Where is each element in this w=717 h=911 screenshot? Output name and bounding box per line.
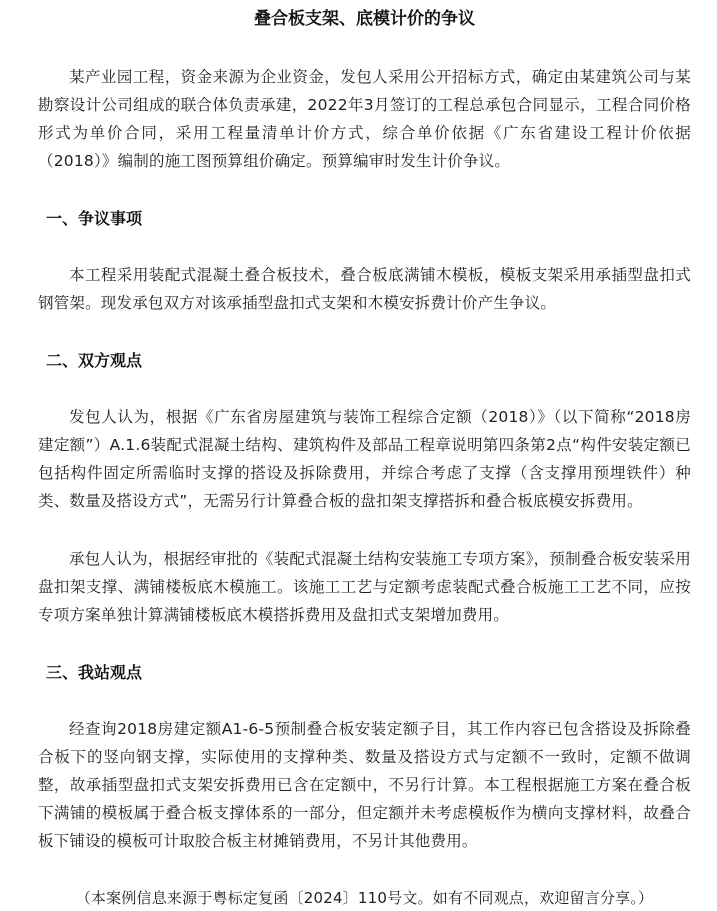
spacer [38,629,691,659]
spacer [38,515,691,545]
source-note: （本案例信息来源于粤标定复函〔2024〕110号文。如有不同观点，欢迎留言分享。） [75,889,654,907]
spacer [38,855,691,885]
section-heading-station-view: 三、我站观点 [46,663,143,682]
station-view-paragraph: 经查询2018房建定额A1-6-5预制叠合板安装定额子目，其工作内容已包含搭设及拆除叠合板下的竖向钢支撑，实际使用的支撑种类、数量及搭设方式与定额不一致时，定额不做调整，故承插型盘扣式支架安拆费用已含在定额中，不另行计算。本工程根据施工方案在叠合板下满铺的模板属于叠合板支撑体系的一部分，但定额并未考虑模板作为横向支撑材料，故叠合板下铺设的模板可计取胶合板主材摊销费用，不另计其他费用。 [38,720,691,850]
spacer [38,375,691,403]
spacer [38,233,691,261]
employer-view-paragraph: 发包人认为，根据《广东省房屋建筑与装饰工程综合定额（2018）》（以下简称“2018房建定额”）A.1.6装配式混凝土结构、建筑构件及部品工程章说明第四条第2点“构件安装定额已包括构件固定所需临时支撑的搭设及拆除费用，并综合考虑了支撑（含支撑用预埋铁件）种类、数量及搭设方式”，无需另行计算叠合板的盘扣架支撑搭拆和叠合板底模安拆费用。 [38,408,691,510]
dispute-paragraph: 本工程采用装配式混凝土叠合板技术，叠合板底满铺木模板，模板支架采用承插型盘扣式钢管架。现发承包双方对该承插型盘扣式支架和木模安拆费计价产生争议。 [38,266,691,312]
spacer [38,38,691,63]
article-title: 叠合板支架、底模计价的争议 [254,9,475,29]
spacer [38,175,691,205]
contractor-view-paragraph: 承包人认为，根据经审批的《装配式混凝土结构安装施工专项方案》，预制叠合板安装采用盘扣架支撑、满铺楼板底木模施工。该施工工艺与定额考虑装配式叠合板施工工艺不同，应按专项方案单独计算满铺楼板底木模搭拆费用及盘扣式支架增加费用。 [38,550,691,624]
section-heading-views: 二、双方观点 [46,351,143,370]
spacer [38,317,691,347]
intro-paragraph: 某产业园工程，资金来源为企业资金，发包人采用公开招标方式，确定由某建筑公司与某勘察设计公司组成的联合体负责承建，2022年3月签订的工程总承包合同显示，工程合同价格形式为单价合同，采用工程量清单计价方式，综合单价依据《广东省建设工程计价依据（2018）》编制的施工图预算组价确定。预算编审时发生计价争议。 [38,68,691,170]
spacer [38,687,691,715]
section-heading-dispute: 一、争议事项 [46,209,143,228]
